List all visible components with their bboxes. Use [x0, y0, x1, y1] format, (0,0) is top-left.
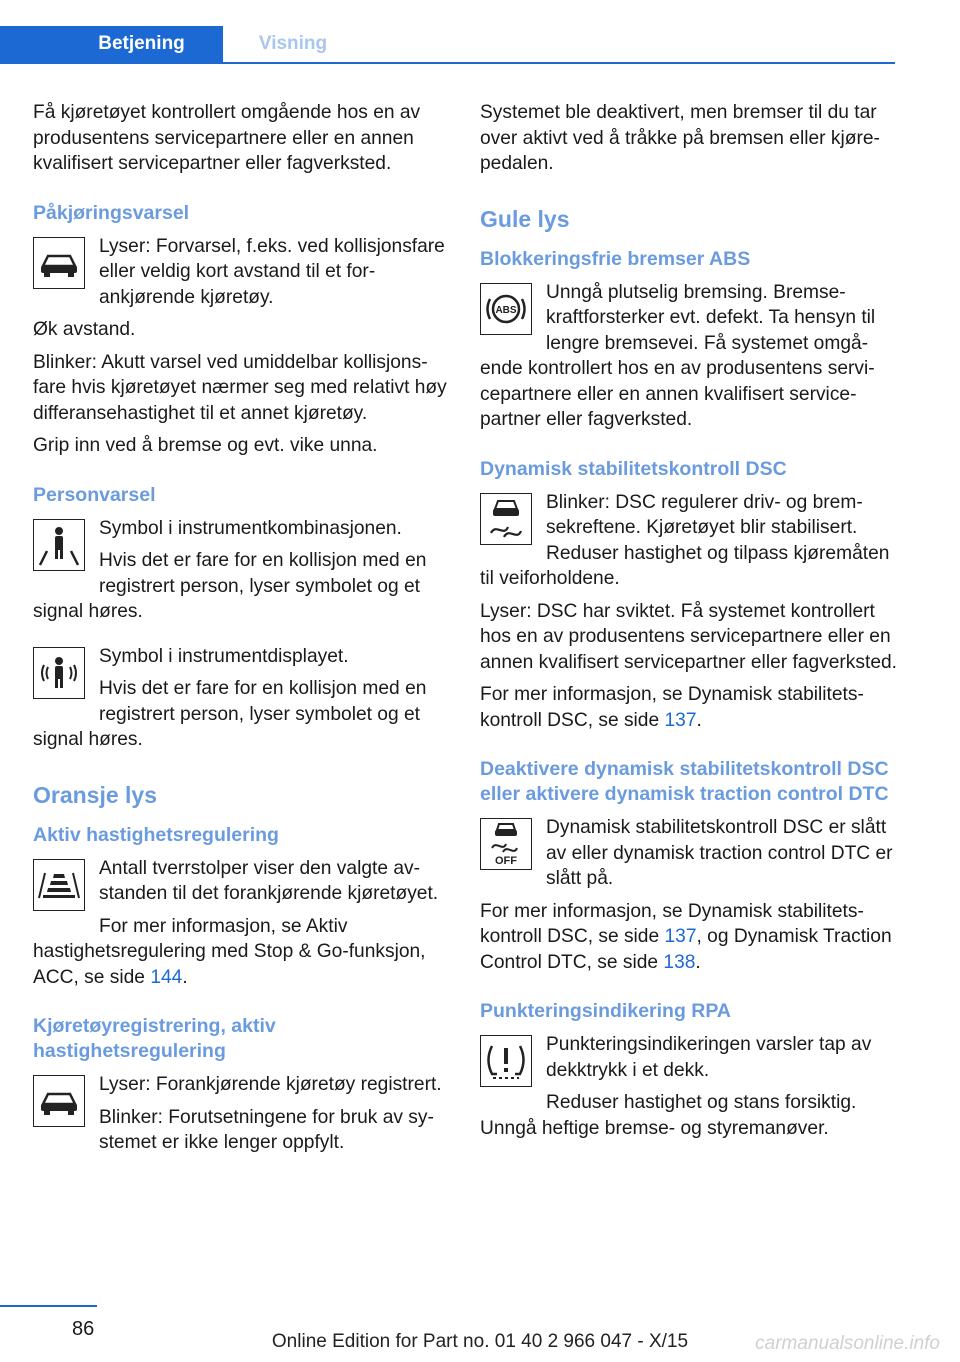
section-heading-dsc: Dynamisk stabilitetskontroll DSC — [480, 457, 787, 480]
dsc-text-1: Blinker: DSC regulerer driv- og bremsekreftene. Kjøretøyet blir stabilisert. Reduser hastighet og tilpass kjøremåten til veiforholdene. — [480, 491, 890, 589]
distance-bars-icon — [33, 859, 85, 911]
tab-betjening[interactable] — [0, 26, 223, 62]
section-heading-dtc: Deaktivere dynamisk stabilitetskontroll DSC eller aktivere dynamisk traction control DTC — [480, 758, 889, 805]
abs-icon — [480, 283, 532, 335]
tab-visning-label: Visning — [258, 33, 328, 54]
dsc-text-2: Lyser: DSC har sviktet. Få systemet kontrollert hos en av produsentens servicepartnere eller en annen kvalifisert servicepartner eller fagverksted. — [480, 600, 897, 673]
dsc-off-icon — [480, 818, 532, 870]
dtc-text-2-post: . — [695, 951, 701, 973]
pakjoring-text-1: Lyser: Forvarsel, f.eks. ved kollisjonsfare eller veldig kort avstand til et forankjørende kjøretøy. — [99, 235, 445, 308]
rpa-text-2: Reduser hastighet og stans forsiktig. Unngå heftige bremse- og styremanøver. — [480, 1092, 857, 1139]
dtc-text-2 — [480, 899, 898, 976]
tire-pressure-icon — [480, 1035, 532, 1087]
page-number-rule — [0, 1305, 97, 1307]
collision-warning-icon — [33, 237, 85, 289]
rpa-text-1: Punkteringsindikeringen varsler tap av dekktrykk i et dekk. — [546, 1034, 872, 1081]
pakjoring-text-2: Øk avstand. — [33, 319, 136, 340]
pedestrian-warning-icon — [33, 519, 85, 571]
personvarsel-text-1: Symbol i instrumentkombinasjonen. — [99, 517, 402, 539]
personvarsel-text-2: Hvis det er fare for en kollisjon med en registrert person, lyser symbolet og et signal høres. — [33, 550, 427, 622]
kjoretoy-text-1: Lyser: Forankjørende kjøretøy registrert. — [99, 1074, 442, 1095]
section-heading-gule-lys: Gule lys — [480, 205, 570, 232]
section-heading-abs: Blokkeringsfrie bremser ABS — [480, 247, 751, 270]
person-display-icon — [33, 647, 85, 699]
section-heading-oransje-lys: Oransje lys — [33, 781, 158, 808]
aktiv-text-2-post: . — [182, 966, 188, 988]
page-link-144[interactable]: 144 — [150, 966, 183, 988]
watermark: carmanualsonline.info — [755, 1333, 940, 1354]
aktiv-text-2-pre: For mer informasjon, se Aktiv hastighetsregulering med Stop & Go-funksjon, ACC, se side — [33, 915, 426, 988]
chapter-tab-bar — [0, 26, 895, 64]
aktiv-text-2 — [33, 914, 451, 991]
page-link-137[interactable]: 137 — [664, 709, 697, 731]
dsc-text-3-pre: For mer informasjon, se Dynamisk stabilitetskontroll DSC, se side — [480, 684, 864, 731]
section-heading-pakjoring: Påkjøringsvarsel — [33, 201, 190, 224]
abs-icon-label: ABS — [495, 304, 517, 316]
dsc-text-3 — [480, 682, 898, 733]
vehicle-detected-icon — [33, 1075, 85, 1127]
pakjoring-text-4: Grip inn ved å bremse og evt. vike unna. — [33, 435, 378, 456]
intro-paragraph: Få kjøretøyet kontrollert omgående hos en av produsentens servicepartnere eller en annen kvalifisert servicepartner eller fagverksted. — [33, 102, 421, 174]
kjoretoy-text-2: Blinker: Forutsetningene for bruk av systemet er ikke lenger oppfylt. — [99, 1106, 434, 1153]
pakjoring-text-3: Blinker: Akutt varsel ved umiddelbar kollisjonsfare hvis kjøretøyet nærmer seg med relativt høy differansehastighet til et annet kjøretøy. — [33, 351, 447, 424]
aktiv-text-1: Antall tverrstolper viser den valgte avstanden til det forankjørende kjøretøyet. — [99, 857, 439, 904]
right-column — [480, 100, 898, 1148]
abs-text-1: Unngå plutselig bremsing. Bremsekraftforsterker evt. defekt. Ta hensyn til lengre bremsevei. Få systemet omgående kontrollert hos en av produsentens servicepartnere eller en annen kvalifisert servicepartner eller fagverksted. — [480, 281, 876, 430]
dsc-text-3-post: . — [696, 709, 702, 731]
right-intro-paragraph: Systemet ble deaktivert, men bremser til du tar over aktivt ved å tråkke på bremsen eller kjørepedalen. — [480, 102, 880, 174]
section-heading-rpa: Punkteringsindikering RPA — [480, 1000, 732, 1022]
dtc-text-2-pre: For mer informasjon, se Dynamisk stabilitetskontroll DSC, se side — [480, 900, 864, 947]
page-link-138[interactable]: 138 — [663, 951, 696, 973]
off-icon-label: OFF — [495, 855, 517, 867]
tab-betjening-label: Betjening — [98, 33, 185, 54]
page-number: 86 — [72, 1318, 95, 1340]
left-column — [33, 100, 451, 1163]
section-heading-personvarsel: Personvarsel — [33, 483, 156, 506]
section-heading-kjoretoyregistrering: Kjøretøyregistrering, aktiv hastighetsregulering — [33, 1015, 276, 1062]
edition-footer: Online Edition for Part no. 01 40 2 966 047 - X/15 — [271, 1331, 689, 1352]
page-link-137b[interactable]: 137 — [664, 926, 697, 947]
personvarsel-text-3: Symbol i instrumentdisplayet. — [99, 645, 349, 667]
tab-visning[interactable] — [223, 26, 363, 62]
section-heading-aktiv-hastighetsregulering: Aktiv hastighetsregulering — [33, 823, 279, 846]
dtc-text-2-mid: , og Dynamisk Traction Control DTC, se side — [480, 926, 892, 973]
dsc-skid-icon — [480, 493, 532, 545]
personvarsel-text-4: Hvis det er fare for en kollisjon med en registrert person, lyser symbolet og et signal høres. — [33, 678, 427, 750]
dtc-text-1: Dynamisk stabilitetskontroll DSC er slått av eller dynamisk traction control DTC er slått på. — [546, 817, 893, 889]
